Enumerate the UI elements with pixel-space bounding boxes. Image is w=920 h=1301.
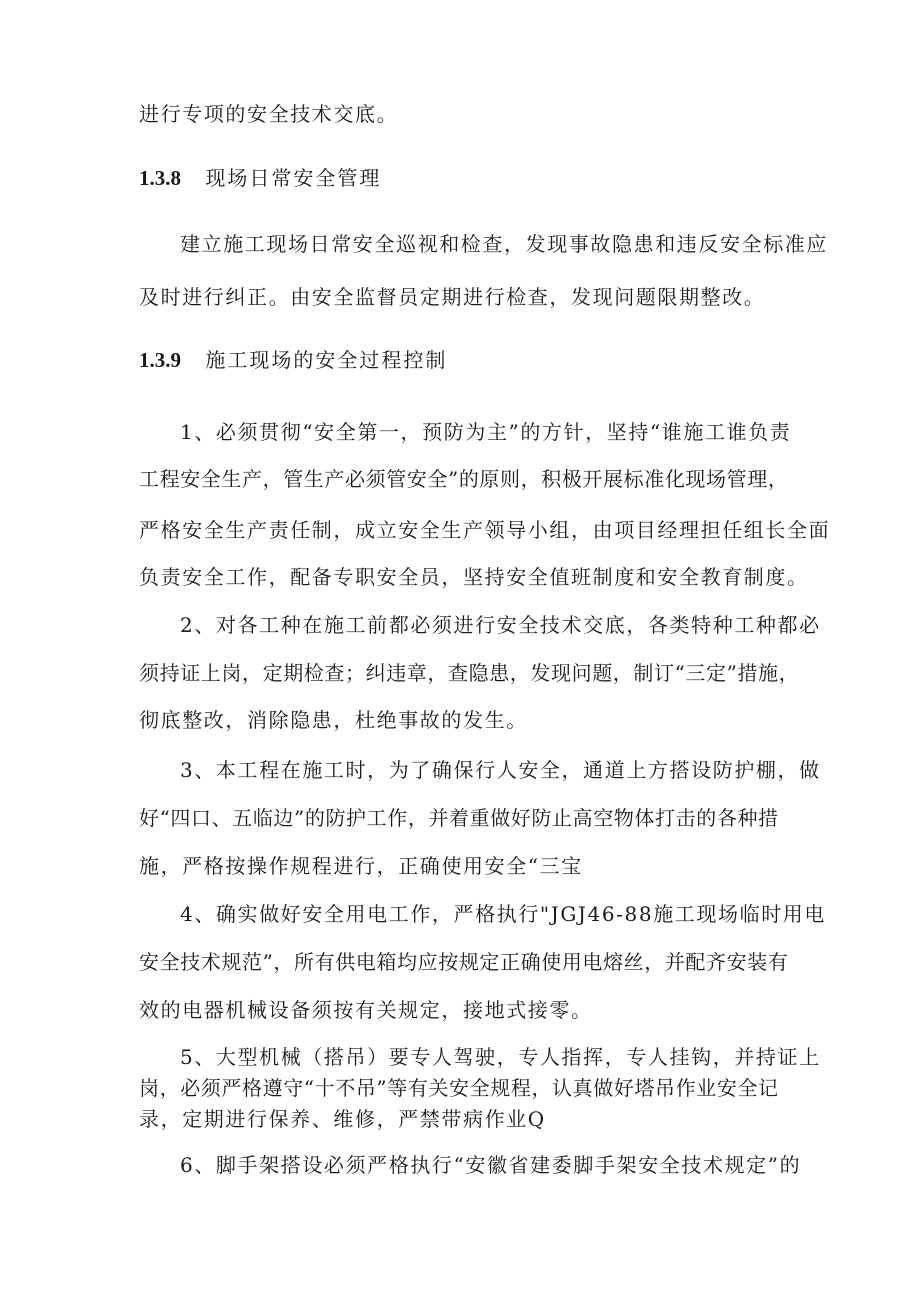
item-6-line: 6、脚手架搭设必须严格执行“安徽省建委脚手架安全技术规定”的 xyxy=(180,1153,802,1177)
item-1-line: 严格安全生产责任制，成立安全生产领导小组，由项目经理担任组长全面 xyxy=(139,518,831,542)
item-4-line: 安全技术规范”，所有供电箱均应按规定正确使用电熔丝，并配齐安装有 xyxy=(139,950,789,974)
item-2-line: 2、对各工种在施工前都必须进行安全技术交底，各类特种工种都必 xyxy=(180,613,821,637)
item-3-line: 施，严格按操作规程进行，正确使用安全“三宝 xyxy=(139,854,583,878)
item-5-line: 岗，必须严格遵守“十不吊”等有关安全规程，认真做好塔吊作业安全记 xyxy=(139,1076,779,1100)
item-3-line: 好“四口、五临边”的防护工作，并着重做好防止高空物体打击的各种措 xyxy=(139,806,779,830)
section-title: 施工现场的安全过程控制 xyxy=(205,348,448,372)
item-5-line: 5、大型机械（搭吊）要专人驾驶，专人指挥，专人挂钩，并持证上 xyxy=(180,1045,821,1069)
item-5-line: 录，定期进行保养、维修，严禁带病作业Q xyxy=(139,1107,546,1131)
item-3-line: 3、本工程在施工时，为了确保行人安全，通道上方搭设防护棚，做 xyxy=(180,758,821,782)
section-heading-1-3-8 xyxy=(139,164,381,192)
section-number: 1.3.8 xyxy=(139,166,181,190)
paragraph-line: 及时进行纠正。由安全监督员定期进行检查，发现问题限期整改。 xyxy=(139,285,766,309)
intro-line: 进行专项的安全技术交底。 xyxy=(139,102,399,126)
section-number: 1.3.9 xyxy=(139,348,181,372)
item-4-line: 4、确实做好安全用电工作，严格执行"JGJ46-88施工现场临时用电 xyxy=(180,902,826,926)
item-1-line: 1、必须贯彻“安全第一，预防为主”的方针，坚持“谁施工谁负责 xyxy=(180,420,792,444)
paragraph-line: 建立施工现场日常安全巡视和检查，发现事故隐患和违反安全标准应 xyxy=(180,232,828,256)
item-2-line: 须持证上岗，定期检查；纠违章，查隐患，发现问题，制订“三定”措施， xyxy=(139,661,800,685)
item-4-line: 效的电器机械设备须按有关规定，接地式接零。 xyxy=(139,998,593,1022)
item-2-line: 彻底整改，消除隐患，杜绝事故的发生。 xyxy=(139,708,528,732)
item-1-line: 负责安全工作，配备专职安全员，坚持安全值班制度和安全教育制度。 xyxy=(139,565,809,589)
section-heading-1-3-9 xyxy=(139,346,447,374)
item-1-line: 工程安全生产，管生产必须管安全”的原则，积极开展标准化现场管理， xyxy=(139,467,789,491)
section-title: 现场日常安全管理 xyxy=(205,166,382,190)
